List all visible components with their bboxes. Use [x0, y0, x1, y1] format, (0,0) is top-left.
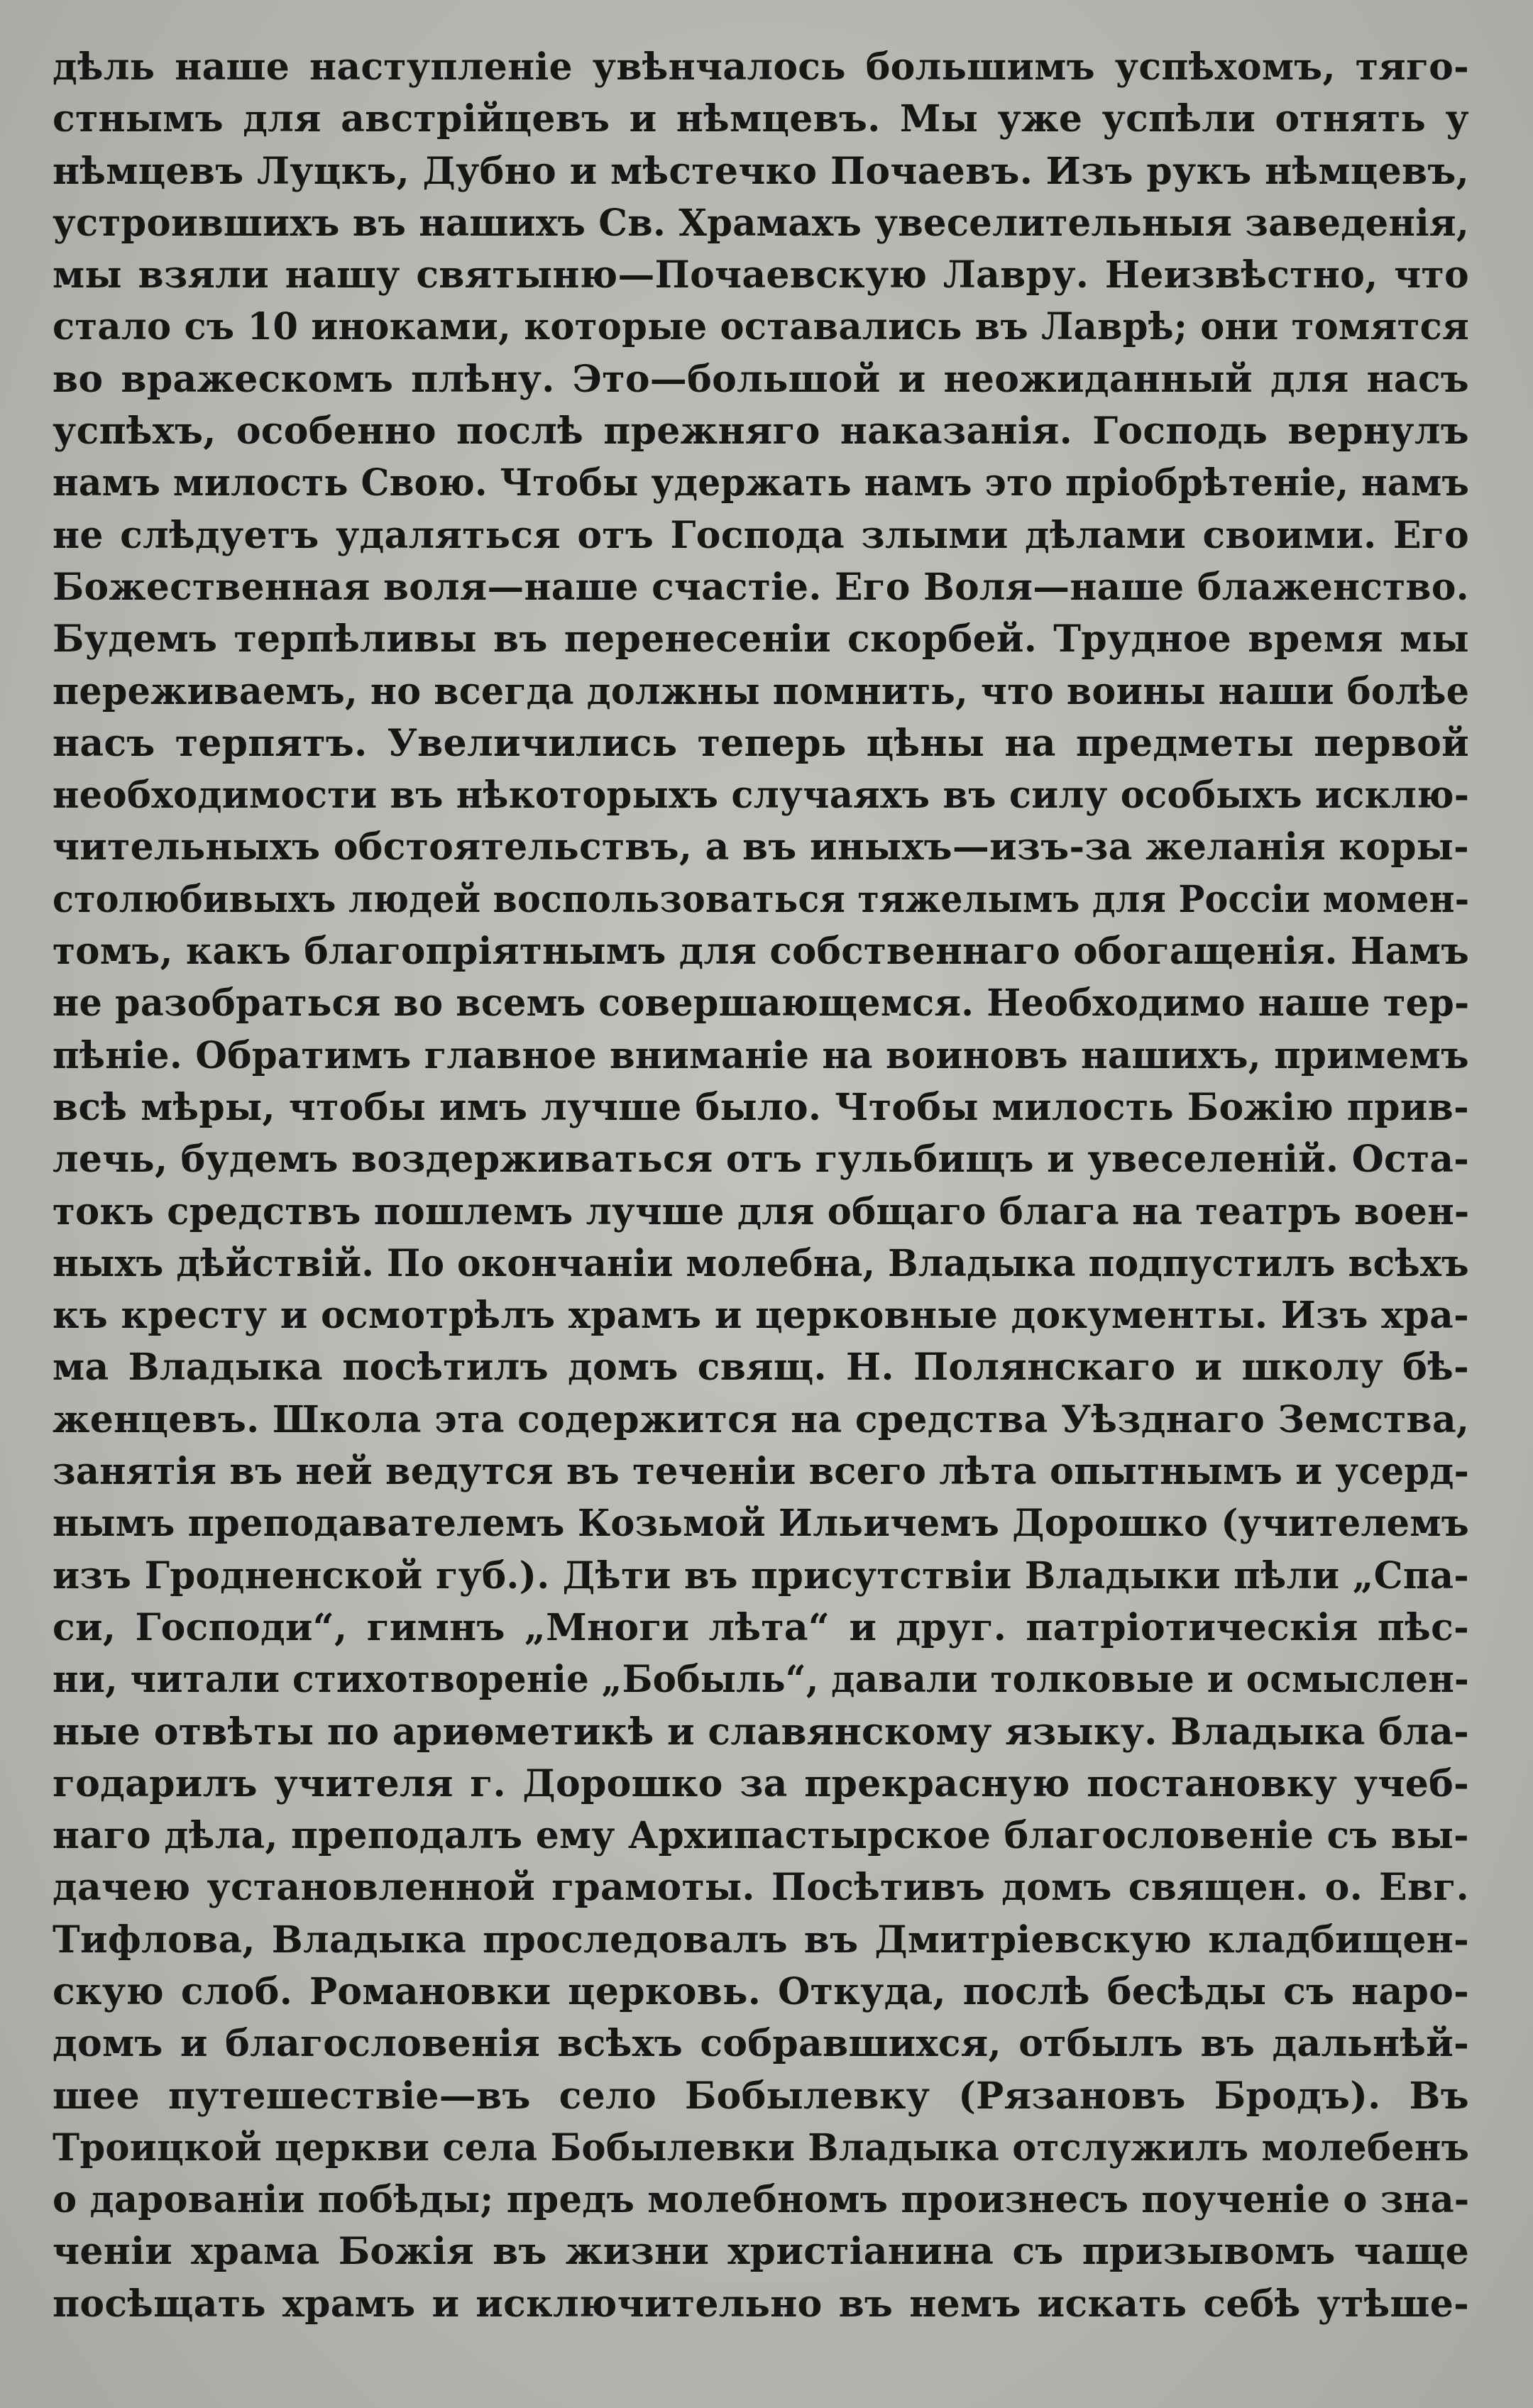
text-line: ные отвѣты по ариѳметикѣ и славянскому языку. Владыка бла- — [53, 1710, 1469, 1754]
text-line: токъ средствъ пошлемъ лучше для общаго блага на театръ воен- — [53, 1189, 1470, 1233]
text-line: ни, читали стихотвореніе „Бобыль“, давали толковые и осмыслен- — [53, 1658, 1470, 1702]
text-line: мы взяли нашу святыню—Почаевскую Лавру. Неизвѣстно, что — [53, 253, 1469, 297]
text-line: ныхъ дѣйствій. По окончаніи молебна, Владыка подпустилъ всѣхъ — [53, 1241, 1469, 1285]
text-line: насъ терпятъ. Увеличились теперь цѣны на предметы первой — [53, 721, 1469, 765]
text-line: Троицкой церкви села Бобылевки Владыка отслужилъ молебенъ — [53, 2126, 1470, 2170]
text-line: си, Господи“, гимнъ „Многи лѣта“ и друг. патріотическія пѣс- — [53, 1605, 1469, 1649]
text-line: скую слоб. Романовки церковь. Откуда, послѣ бесѣды съ наро- — [53, 1969, 1469, 2013]
document-body-text — [53, 41, 1469, 2330]
text-line: пѣніе. Обратимъ главное вниманіе на воиновъ нашихъ, примемъ — [53, 1033, 1469, 1077]
text-line: нѣмцевъ Луцкъ, Дубно и мѣстечко Почаевъ. Изъ рукъ нѣмцевъ, — [53, 149, 1469, 193]
text-line: дѣль наше наступленіе увѣнчалось большимъ успѣхомъ, тяго- — [53, 45, 1469, 89]
text-line: годарилъ учителя г. Дорошко за прекрасную постановку учеб- — [53, 1761, 1469, 1805]
text-line: не слѣдуетъ удаляться отъ Господа злыми дѣлами своими. Его — [53, 513, 1469, 557]
text-line: намъ милость Свою. Чтобы удержать намъ это пріобрѣтеніе, намъ — [53, 461, 1470, 505]
text-line: о дарованіи побѣды; предъ молебномъ произнесъ поученіе о зна- — [53, 2178, 1470, 2222]
text-line: женцевъ. Школа эта содержится на средства Уѣзднаго Земства, — [53, 1397, 1470, 1441]
text-line: томъ, какъ благопріятнымъ для собственнаго обогащенія. Намъ — [53, 930, 1470, 974]
text-line: нымъ преподавателемъ Козьмой Ильичемъ Дорошко (учителемъ — [53, 1502, 1470, 1546]
text-line: Будемъ терпѣливы въ перенесеніи скорбей. Трудное время мы — [53, 617, 1469, 661]
text-line: ченіи храма Божія въ жизни христіанина съ призывомъ чаще — [53, 2230, 1469, 2274]
text-line: не разобраться во всемъ совершающемся. Необходимо наше тер- — [53, 982, 1470, 1026]
text-line: ма Владыка посѣтилъ домъ свящ. Н. Полянскаго и школу бѣ- — [53, 1346, 1469, 1390]
text-line: Божественная воля—наше счастіе. Его Воля—наше блаженство. — [53, 565, 1469, 609]
text-line: чительныхъ обстоятельствъ, а въ иныхъ—изъ-за желанія коры- — [53, 825, 1470, 869]
text-line: занятія въ ней ведутся въ теченіи всего лѣта опытнымъ и усерд- — [53, 1450, 1470, 1494]
text-line: Тифлова, Владыка проследовалъ въ Дмитріевскую кладбищен- — [53, 1918, 1469, 1962]
text-line: стнымъ для австрійцевъ и нѣмцевъ. Мы уже успѣли отнять у — [53, 97, 1469, 141]
text-line: изъ Гродненской губ.). Дѣти въ присутствіи Владыки пѣли „Спа- — [53, 1554, 1469, 1598]
text-line: столюбивыхъ людей воспользоваться тяжелымъ для Россіи момен- — [53, 877, 1470, 921]
text-line: посѣщать храмъ и исключительно въ немъ искать себѣ утѣше- — [53, 2282, 1469, 2326]
text-line: устроившихъ въ нашихъ Св. Храмахъ увеселительныя заведенія, — [53, 201, 1470, 245]
text-line: успѣхъ, особенно послѣ прежняго наказанія. Господь вернулъ — [53, 409, 1469, 453]
text-line: необходимости въ нѣкоторыхъ случаяхъ въ силу особыхъ исклю- — [53, 774, 1470, 818]
text-line: всѣ мѣры, чтобы имъ лучше было. Чтобы милость Божію прив- — [53, 1085, 1469, 1129]
text-line: шее путешествіе—въ село Бобылевку (Рязановъ Бродъ). Въ — [53, 2074, 1469, 2118]
text-line: лечь, будемъ воздерживаться отъ гульбищъ и увеселеній. Оста- — [53, 1138, 1470, 1182]
text-line: домъ и благословенія всѣхъ собравшихся, отбылъ въ дальнѣй- — [53, 2022, 1469, 2066]
text-line: стало съ 10 иноками, которые оставались въ Лаврѣ; они томятся — [53, 305, 1470, 349]
text-line: наго дѣла, преподалъ ему Архипастырское благословеніе съ вы- — [53, 1814, 1469, 1858]
text-line: къ кресту и осмотрѣлъ храмъ и церковные документы. Изъ хра- — [53, 1294, 1470, 1338]
text-line: переживаемъ, но всегда должны помнить, что воины наши болѣе — [53, 669, 1470, 713]
text-line: дачею установленной грамоты. Посѣтивъ домъ священ. о. Евг. — [53, 1866, 1469, 1910]
text-line: во вражескомъ плѣну. Это—большой и неожиданный для насъ — [53, 357, 1469, 401]
